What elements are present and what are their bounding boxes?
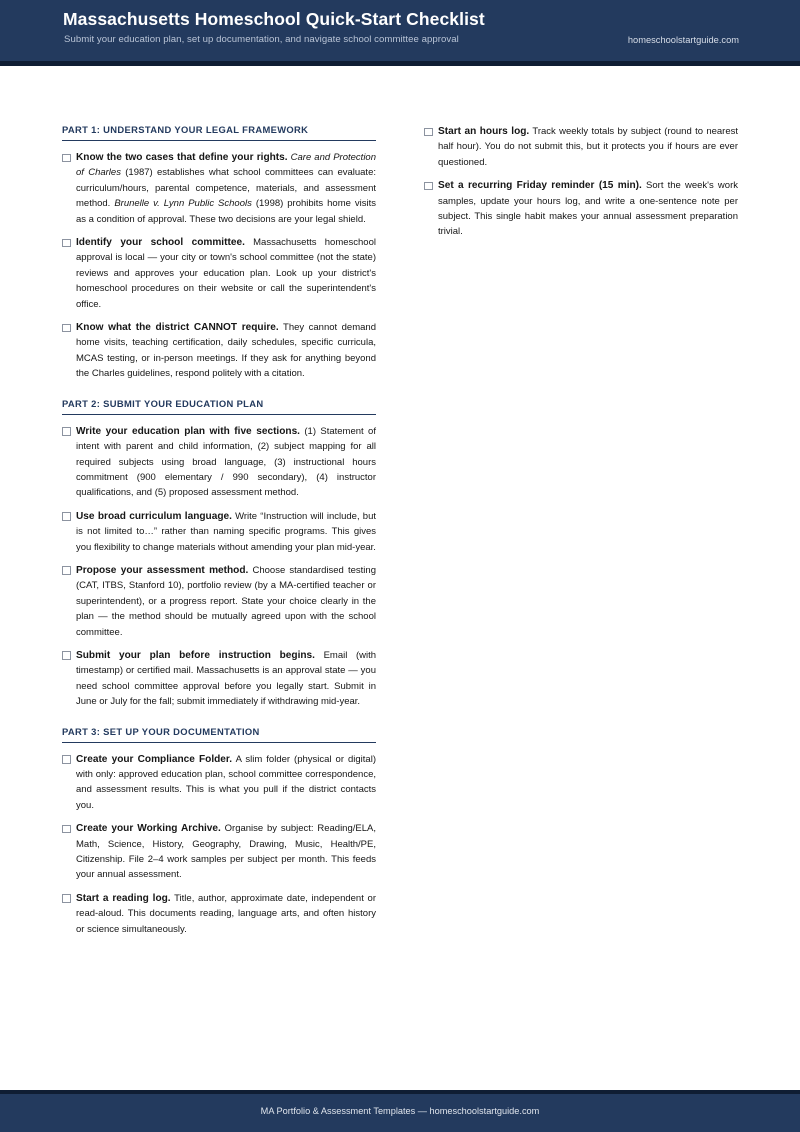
checkbox-icon[interactable] [62,154,71,163]
checklist-item-lead: Create your Compliance Folder. [76,753,233,765]
checkbox-icon[interactable] [62,825,71,834]
checkbox-icon[interactable] [424,128,433,137]
checklist-item[interactable] [62,509,376,555]
checklist-item-body: A slim folder (physical or digital) with only: approved education plan, school committee correspondence, and assessment results. This is what you pull if the district contacts you. [76,753,376,811]
checklist-item-body: Care and Protection of Charles (1987) establishes what school committees can evaluate: curriculum/hours, parental competence, materials, and assessment method. Brunelle v. Lynn Public Schools (1998) prohibits home visits as a condition of approval. These two decisions are your legal shield. [76,152,377,225]
checklist-item-lead: Create your Working Archive. [76,823,221,835]
left-column [62,124,376,945]
checklist-item-lead: Propose your assessment method. [76,564,249,576]
checklist-item-body: Organise by subject: Reading/ELA, Math, Science, History, Geography, Drawing, Music, Health/PE, Citizenship. File 2–4 work samples per subject per month. This feeds your annual assessment. [76,823,376,881]
part-1-rule [62,140,376,141]
checklist-item[interactable] [62,235,376,312]
checklist-item-lead: Set a recurring Friday reminder (15 min). [438,180,642,192]
page-subtitle: Submit your education plan, set up documentation, and navigate school committee approval [64,34,459,45]
checklist-item-body: Track weekly totals by subject (round to nearest half hour). You do not submit this, but it protects you if hours are ever questioned. [438,126,739,168]
checklist-item-lead: Identify your school committee. [76,237,245,249]
checklist-item[interactable] [62,752,376,814]
checklist-item-body: (1) Statement of intent with parent and child information, (2) subject mapping for all required subjects using broad language, (3) instructional hours commitment (900 elementary / 990 secondary), (4) instructor qualifications, and (5) proposed assessment method. [76,425,376,499]
part-2-rule [62,414,376,415]
part-2-block [62,398,376,710]
checkbox-icon[interactable] [62,894,71,903]
part-3-heading: PART 3: SET UP YOUR DOCUMENTATION [62,725,260,737]
checklist-item[interactable] [424,178,738,240]
header-accent-strip [0,61,800,66]
checklist-item-body: Title, author, approximate date, independent or read-aloud. This documents reading, language arts, and often history or science simultaneously. [76,892,376,935]
checkbox-icon[interactable] [62,512,71,521]
checkbox-icon[interactable] [62,324,71,333]
part-3-block [62,726,376,937]
footer-text: MA Portfolio & Assessment Templates — homeschoolstartguide.com [260,1106,540,1116]
part-3-rule [62,742,376,743]
checkbox-icon[interactable] [62,755,71,764]
checklist-item-lead: Know what the district CANNOT require. [76,322,279,334]
checklist-item[interactable] [62,150,376,227]
header-site-url: homeschoolstartguide.com [627,35,739,45]
checklist-item[interactable] [62,320,376,382]
checklist-item-lead: Start a reading log. [76,892,171,904]
document-footer [0,1094,800,1132]
checklist-item[interactable] [62,891,376,937]
checklist-item[interactable] [62,424,376,501]
checkbox-icon[interactable] [62,566,71,575]
page-title: Massachusetts Homeschool Quick-Start Checklist [63,9,485,29]
checklist-item-lead: Know the two cases that define your rights. [76,152,288,163]
checkbox-icon[interactable] [424,182,433,191]
checklist-item[interactable] [62,821,376,883]
checklist-item-body: Sort the week's work samples, update your hours log, and write a one-sentence note per subject. This single habit makes your annual assessment preparation trivial. [438,180,738,238]
checklist-item-body: Massachusetts homeschool approval is local — your city or town's school committee (not the state) reviews and approves your education plan. Look up your district's homeschool procedures on their website or call the superintendent's office. [76,237,376,310]
right-column [424,124,738,248]
checklist-item-lead: Use broad curriculum language. [76,510,232,522]
checklist-item-body: They cannot demand home visits, teaching certification, daily schedules, specific curricula, MCAS testing, or in-person meetings. If they ask for anything beyond the Charles guidelines, respond politely with a citation. [76,322,376,380]
checklist-item-body: Email (with timestamp) or certified mail. Massachusetts is an approval state — you need school committee approval before you legally start. Submit in June or July for the fall; submit immediately if withdrawing mid-year. [76,649,376,708]
checklist-item[interactable] [62,648,376,710]
checklist-item-body: Choose standardised testing (CAT, ITBS, Stanford 10), portfolio review (by a MA-certified teacher or superintendent), or a progress report. State your choice clearly in the plan — the method should be mutually agreed upon with the school committee. [76,564,376,638]
checkbox-icon[interactable] [62,427,71,436]
checklist-item[interactable] [62,563,376,640]
document-header [0,0,800,61]
checklist-item-body: Write “Instruction will include, but is not limited to…” rather than naming specific programs. This gives you flexibility to change materials without amending your plan mid-year. [76,510,376,553]
checklist-item-lead: Start an hours log. [438,126,530,137]
checkbox-icon[interactable] [62,239,71,248]
checklist-item-lead: Write your education plan with five sections. [76,425,300,437]
part-1-heading: PART 1: UNDERSTAND YOUR LEGAL FRAMEWORK [62,124,309,135]
checklist-item-lead: Submit your plan before instruction begins. [76,649,315,661]
checkbox-icon[interactable] [62,651,71,660]
part-1-block [62,124,376,382]
checklist-item[interactable] [424,124,738,170]
part-2-heading: PART 2: SUBMIT YOUR EDUCATION PLAN [62,397,264,409]
